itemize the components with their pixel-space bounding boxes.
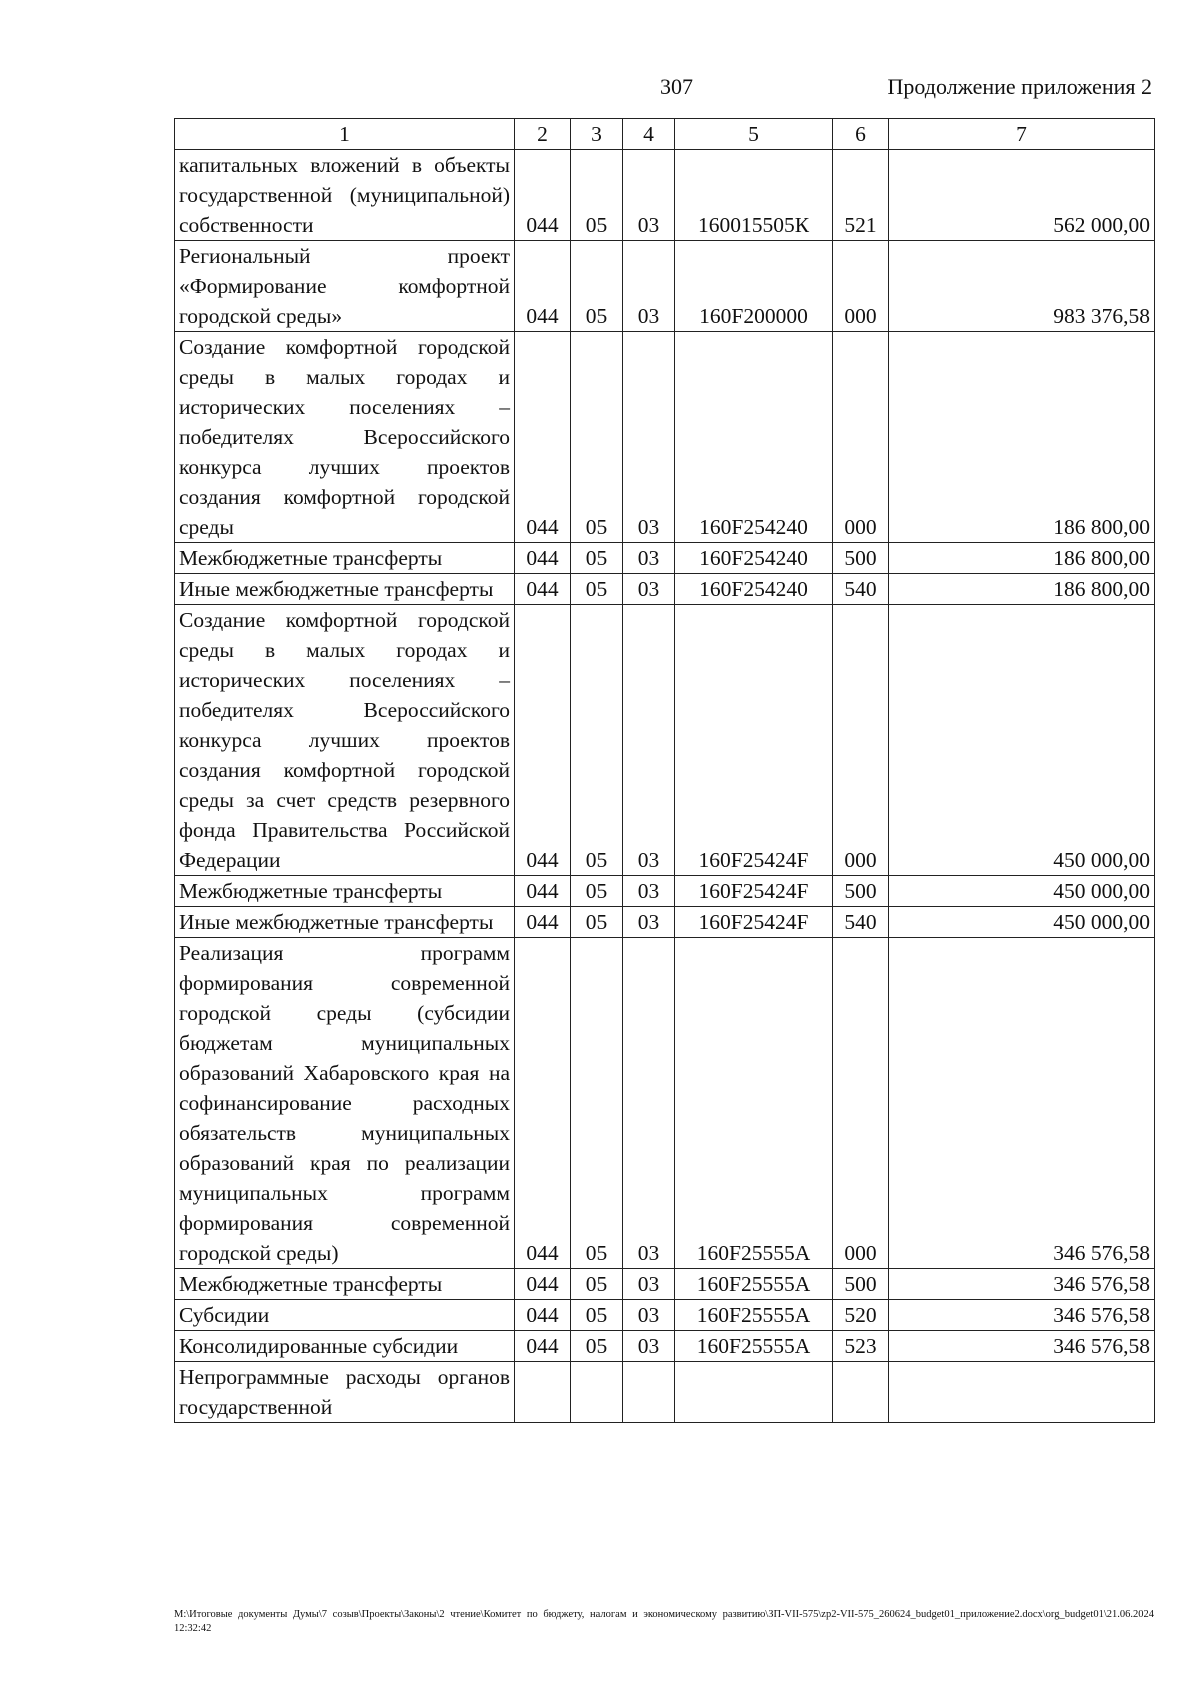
row-code-c4: 03 [623, 876, 675, 907]
row-code-c5: 160F25555A [675, 938, 833, 1269]
row-code-c3: 05 [571, 1331, 623, 1362]
row-code-c3: 05 [571, 876, 623, 907]
row-code-c6: 500 [833, 543, 889, 574]
row-code-c5: 160F25424F [675, 605, 833, 876]
row-code-c2: 044 [515, 574, 571, 605]
row-code-c3: 05 [571, 1269, 623, 1300]
table-row [175, 876, 1155, 907]
row-code-c2: 044 [515, 938, 571, 1269]
row-code-c3: 05 [571, 574, 623, 605]
row-description: Создание комфортной городской среды в малых городах и исторических поселениях – победителях Всероссийского конкурса лучших проектов создания комфортной городской среды за счет средств резервного фонда Правительства Российской Федерации [175, 605, 515, 876]
row-code-c5: 160F254240 [675, 332, 833, 543]
row-description: Непрограммные расходы органов государственной [175, 1362, 515, 1423]
column-header: 3 [571, 119, 623, 150]
row-code-c3: 05 [571, 605, 623, 876]
row-description: капитальных вложений в объекты государственной (муниципальной) собственности [175, 150, 515, 241]
table-row [175, 938, 1155, 1269]
table-header-row [175, 119, 1155, 150]
row-code-c3: 05 [571, 938, 623, 1269]
row-description: Иные межбюджетные трансферты [175, 574, 515, 605]
row-code-c5: 160F254240 [675, 543, 833, 574]
row-code-c4: 03 [623, 241, 675, 332]
row-code-c6: 540 [833, 574, 889, 605]
row-code-c6: 500 [833, 1269, 889, 1300]
row-code-c4 [623, 1362, 675, 1423]
column-header: 7 [889, 119, 1155, 150]
row-code-c6: 500 [833, 876, 889, 907]
row-amount: 450 000,00 [889, 605, 1155, 876]
row-code-c3: 05 [571, 241, 623, 332]
row-code-c2: 044 [515, 332, 571, 543]
table-body [175, 150, 1155, 1423]
row-code-c2: 044 [515, 1331, 571, 1362]
row-description: Создание комфортной городской среды в малых городах и исторических поселениях – победителях Всероссийского конкурса лучших проектов создания комфортной городской среды [175, 332, 515, 543]
row-code-c5: 160F25555A [675, 1269, 833, 1300]
row-code-c3 [571, 1362, 623, 1423]
row-code-c6: 000 [833, 938, 889, 1269]
row-code-c4: 03 [623, 605, 675, 876]
column-header: 4 [623, 119, 675, 150]
row-description: Иные межбюджетные трансферты [175, 907, 515, 938]
row-description: Региональный проект «Формирование комфортной городской среды» [175, 241, 515, 332]
table-row [175, 543, 1155, 574]
row-code-c4: 03 [623, 543, 675, 574]
continuation-label: Продолжение приложения 2 [887, 74, 1152, 99]
table-row [175, 241, 1155, 332]
footer-path: M:\Итоговые документы Думы\7 созыв\Проекты\Законы\2 чтение\Комитет по бюджету, налогам и экономическому развитию\ЗП-VII-575\zp2-VII-575_260624_budget01_приложение2.docx\org_budget01\21.06.2024 12:32:42 [174, 1609, 1154, 1634]
table-row [175, 1300, 1155, 1331]
row-code-c4: 03 [623, 1269, 675, 1300]
row-amount: 450 000,00 [889, 907, 1155, 938]
row-description: Межбюджетные трансферты [175, 543, 515, 574]
row-code-c5: 160F25555A [675, 1300, 833, 1331]
row-code-c5: 160015505К [675, 150, 833, 241]
row-code-c5: 160F200000 [675, 241, 833, 332]
row-description: Реализация программ формирования современной городской среды (субсидии бюджетам муниципальных образований Хабаровского края на софинансирование расходных обязательств муниципальных образований края по реализации муниципальных программ формирования современной городской среды) [175, 938, 515, 1269]
table-row [175, 907, 1155, 938]
row-amount: 186 800,00 [889, 574, 1155, 605]
row-description: Межбюджетные трансферты [175, 1269, 515, 1300]
table-row [175, 605, 1155, 876]
column-header: 6 [833, 119, 889, 150]
row-code-c4: 03 [623, 938, 675, 1269]
table-row [175, 1362, 1155, 1423]
row-code-c6: 521 [833, 150, 889, 241]
row-code-c2: 044 [515, 1269, 571, 1300]
row-code-c3: 05 [571, 1300, 623, 1331]
row-code-c6: 520 [833, 1300, 889, 1331]
row-description: Субсидии [175, 1300, 515, 1331]
row-code-c2: 044 [515, 876, 571, 907]
row-code-c4: 03 [623, 332, 675, 543]
row-code-c3: 05 [571, 332, 623, 543]
row-code-c2: 044 [515, 150, 571, 241]
column-header: 5 [675, 119, 833, 150]
row-code-c2: 044 [515, 605, 571, 876]
column-header: 1 [175, 119, 515, 150]
row-code-c5 [675, 1362, 833, 1423]
row-code-c4: 03 [623, 574, 675, 605]
row-code-c6: 523 [833, 1331, 889, 1362]
row-code-c4: 03 [623, 1300, 675, 1331]
row-amount: 983 376,58 [889, 241, 1155, 332]
row-code-c6: 000 [833, 332, 889, 543]
row-amount: 186 800,00 [889, 332, 1155, 543]
row-code-c6: 000 [833, 605, 889, 876]
column-header: 2 [515, 119, 571, 150]
row-code-c3: 05 [571, 150, 623, 241]
row-amount: 346 576,58 [889, 938, 1155, 1269]
row-amount: 450 000,00 [889, 876, 1155, 907]
row-code-c2: 044 [515, 241, 571, 332]
row-code-c4: 03 [623, 1331, 675, 1362]
row-code-c4: 03 [623, 907, 675, 938]
table-row [175, 1269, 1155, 1300]
row-amount: 562 000,00 [889, 150, 1155, 241]
row-amount: 346 576,58 [889, 1331, 1155, 1362]
row-code-c2: 044 [515, 907, 571, 938]
budget-table [174, 118, 1155, 1423]
row-description: Межбюджетные трансферты [175, 876, 515, 907]
table-row [175, 1331, 1155, 1362]
row-amount: 346 576,58 [889, 1269, 1155, 1300]
row-amount: 186 800,00 [889, 543, 1155, 574]
page-number: 307 [660, 74, 693, 99]
row-code-c4: 03 [623, 150, 675, 241]
row-code-c6: 540 [833, 907, 889, 938]
table-row [175, 332, 1155, 543]
row-code-c5: 160F254240 [675, 574, 833, 605]
row-code-c3: 05 [571, 907, 623, 938]
row-code-c3: 05 [571, 543, 623, 574]
row-code-c6 [833, 1362, 889, 1423]
row-code-c5: 160F25424F [675, 876, 833, 907]
row-description: Консолидированные субсидии [175, 1331, 515, 1362]
row-code-c2: 044 [515, 543, 571, 574]
row-code-c5: 160F25555A [675, 1331, 833, 1362]
row-code-c5: 160F25424F [675, 907, 833, 938]
table-row [175, 150, 1155, 241]
row-amount: 346 576,58 [889, 1300, 1155, 1331]
row-code-c2 [515, 1362, 571, 1423]
table-row [175, 574, 1155, 605]
row-code-c6: 000 [833, 241, 889, 332]
row-code-c2: 044 [515, 1300, 571, 1331]
row-amount [889, 1362, 1155, 1423]
